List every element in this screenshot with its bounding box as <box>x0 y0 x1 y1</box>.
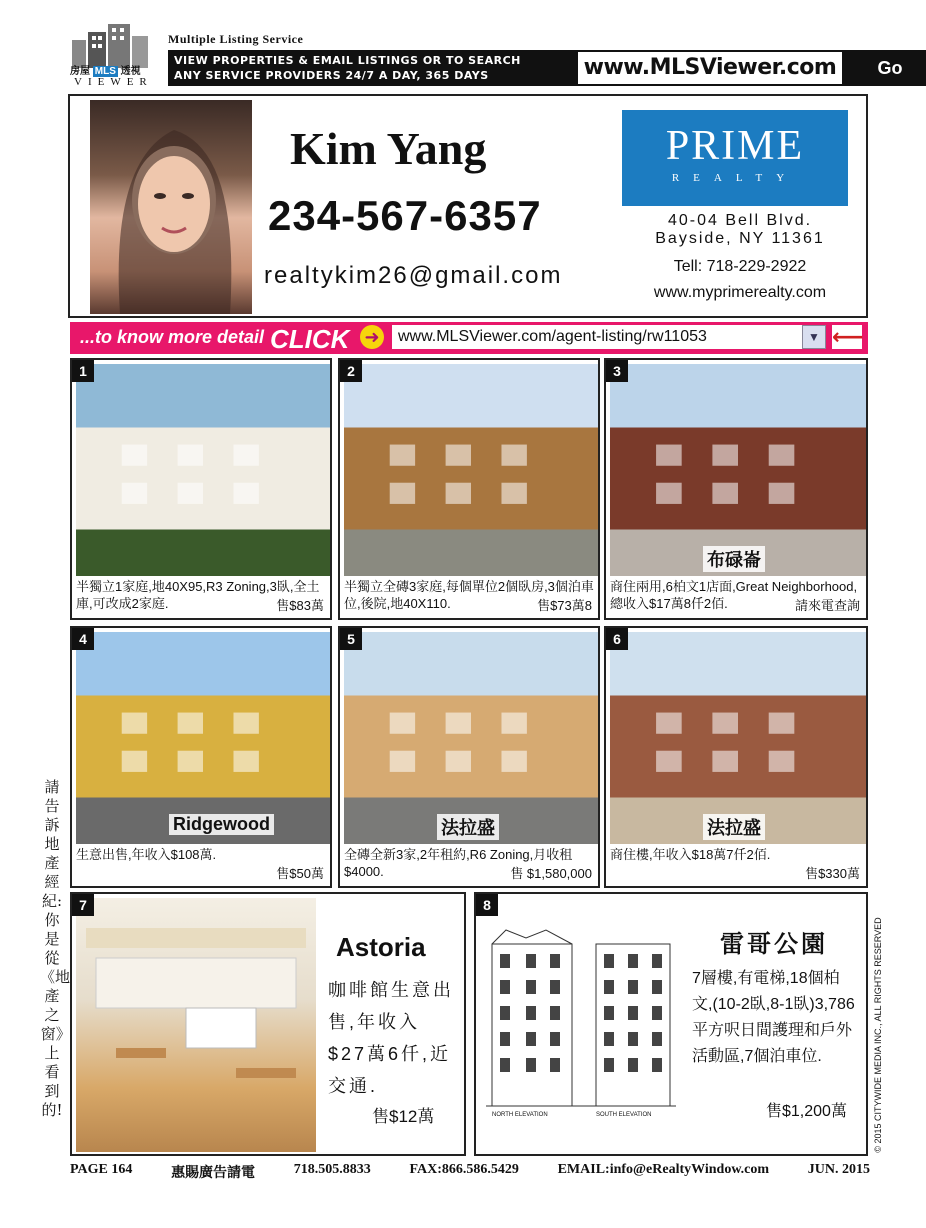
copyright-text: © 2015 CITYWIDE MEDIA INC., ALL RIGHTS RESERVED <box>873 917 883 1153</box>
listing-number: 5 <box>340 628 362 650</box>
click-bar <box>70 322 868 354</box>
back-arrow-icon[interactable]: ⟵ <box>832 324 864 349</box>
listing-price: 售$12萬 <box>372 1107 435 1126</box>
address-line1: 40-04 Bell Blvd. <box>667 212 813 229</box>
listing-location: 布碌崙 <box>703 546 765 572</box>
logo-text-bottom: VIEWER <box>74 76 153 88</box>
logo-text-top: 房屋 <box>70 66 90 77</box>
footer-ad-call: 惠賜廣告請電 <box>171 1166 256 1181</box>
mls-viewer-logo[interactable] <box>68 18 160 90</box>
building-photo-icon <box>610 364 866 576</box>
building-elevation-icon <box>486 924 676 1134</box>
tagline-line1: VIEW PROPERTIES & EMAIL LISTINGS OR TO SEARCH <box>174 54 521 67</box>
agent-photo <box>90 100 252 314</box>
listing-location: 法拉盛 <box>703 814 765 840</box>
listing-description: 半獨立1家庭,地40X95,R3 Zoning,3臥,全土庫,可改成2家庭. <box>76 579 320 611</box>
listing-price: 售$83萬 <box>272 595 324 614</box>
building-photo-icon <box>610 632 866 844</box>
listing-location: Ridgewood <box>169 814 274 835</box>
click-button[interactable]: CLICK <box>270 324 350 354</box>
company-main: PRIME <box>665 123 805 169</box>
footer-date: JUN. 2015 <box>807 1162 870 1177</box>
logo-text-cn: 透視 <box>120 66 141 77</box>
building-photo-icon <box>344 632 598 844</box>
listing-photo <box>76 898 316 1152</box>
cafe-interior-icon <box>76 898 316 1152</box>
site-url-link[interactable]: www.MLSViewer.com <box>576 50 844 86</box>
footer-phone[interactable]: 718.505.8833 <box>293 1162 371 1177</box>
listing-card-6[interactable] <box>604 626 868 888</box>
listing-number: 3 <box>606 360 628 382</box>
listing-description: 半獨立全磚3家庭,每個單位2個臥房,3個泊車位,後院,地40X110. <box>344 579 594 611</box>
footer-page: PAGE 164 <box>70 1162 133 1177</box>
footer-fax: FAX:866.586.5429 <box>409 1162 519 1177</box>
listing-photo <box>610 364 866 576</box>
listing-description: 商住樓,年收入$18萬7仟2佰. <box>610 847 771 862</box>
logo-text-mls: MLS <box>94 66 116 77</box>
tagline-line2: ANY SERVICE PROVIDERS 24/7 A DAY, 365 DAYS <box>174 69 489 82</box>
address-line2: Bayside, NY 11361 <box>655 230 825 247</box>
copyright-strip <box>868 917 888 1160</box>
listing-photo <box>344 632 598 844</box>
prime-realty-logo <box>622 110 848 206</box>
listing-photo <box>610 632 866 844</box>
listing-card-7[interactable] <box>70 892 466 1156</box>
listing-url-field[interactable]: www.MLSViewer.com/agent-listing/rw11053 <box>392 325 802 349</box>
listing-location: Astoria <box>336 932 426 962</box>
listing-description: 商住兩用,6柏文1店面,Great Neighborhood,總收入$17萬8仟2佰. <box>610 579 858 611</box>
company-sub: REALTY <box>671 172 799 184</box>
listing-description: 生意出售,年收入$108萬. <box>76 847 217 862</box>
listing-card-1[interactable] <box>70 358 332 620</box>
mls-tagline <box>168 50 576 86</box>
listing-location: 法拉盛 <box>437 814 499 840</box>
office-website[interactable]: www.myprimerealty.com <box>653 284 827 301</box>
listing-price: 請來電查詢 <box>791 595 860 614</box>
listing-number: 4 <box>72 628 94 650</box>
listing-photo <box>344 364 598 576</box>
go-label: Go <box>877 58 903 78</box>
click-bar-lead: ...to know more detail <box>80 327 265 347</box>
building-photo-icon <box>344 364 598 576</box>
listing-number: 8 <box>476 894 498 916</box>
listing-number: 7 <box>72 894 94 916</box>
listing-number: 2 <box>340 360 362 382</box>
listing-description: 7層樓,有電梯,18個柏文,(10-2臥,8-1臥)3,786平方呎日間護理和戶外活動區,7個泊車位. <box>692 970 855 1065</box>
listing-price: 售$1,200萬 <box>766 1103 847 1120</box>
north-elevation-label: NORTH ELEVATION <box>492 1112 548 1118</box>
building-photo-icon <box>76 364 330 576</box>
listing-price: 售 $1,580,000 <box>506 863 592 882</box>
office-address <box>640 212 840 248</box>
listing-photo <box>76 364 330 576</box>
page-footer <box>70 1162 870 1182</box>
listing-card-3[interactable] <box>604 358 868 620</box>
listing-number: 6 <box>606 628 628 650</box>
listing-description: 咖啡館生意出售,年收入$27萬6仟,近交通. <box>328 980 454 1096</box>
listing-card-8[interactable] <box>474 892 868 1156</box>
architectural-drawing <box>486 924 676 1134</box>
arrow-right-icon[interactable]: ➜ <box>360 325 384 349</box>
dropdown-chevron-icon[interactable]: ▼ <box>802 325 826 349</box>
south-elevation-label: SOUTH ELEVATION <box>596 1112 652 1118</box>
listing-number: 1 <box>72 360 94 382</box>
mls-header <box>68 14 903 88</box>
agent-phone[interactable]: 234-567-6357 <box>268 192 542 239</box>
mls-title: Multiple Listing Service <box>168 32 304 46</box>
agent-email[interactable]: realtykim26@gmail.com <box>264 262 563 289</box>
footer-email[interactable]: EMAIL:info@eRealtyWindow.com <box>557 1162 770 1177</box>
side-note: 請告訴地產經紀:你是從《地產之窗》上看到的! <box>40 778 71 1119</box>
listing-photo <box>76 632 330 844</box>
listing-location: 雷哥公園 <box>720 931 828 958</box>
listing-price: 售$330萬 <box>801 863 860 882</box>
listing-price: 售$73萬8 <box>533 595 592 614</box>
listing-price: 售$50萬 <box>272 863 324 882</box>
building-photo-icon <box>76 632 330 844</box>
listing-card-5[interactable] <box>338 626 600 888</box>
listing-card-4[interactable] <box>70 626 332 888</box>
agent-portrait-icon <box>90 100 252 314</box>
agent-card <box>68 94 868 318</box>
office-tel[interactable]: Tell: 718-229-2922 <box>673 258 807 275</box>
listing-description: 全磚全新3家,2年租約,R6 Zoning,月收租$4000. <box>344 847 573 879</box>
go-button[interactable] <box>844 50 926 86</box>
agent-name: Kim Yang <box>290 123 487 174</box>
listing-card-2[interactable] <box>338 358 600 620</box>
